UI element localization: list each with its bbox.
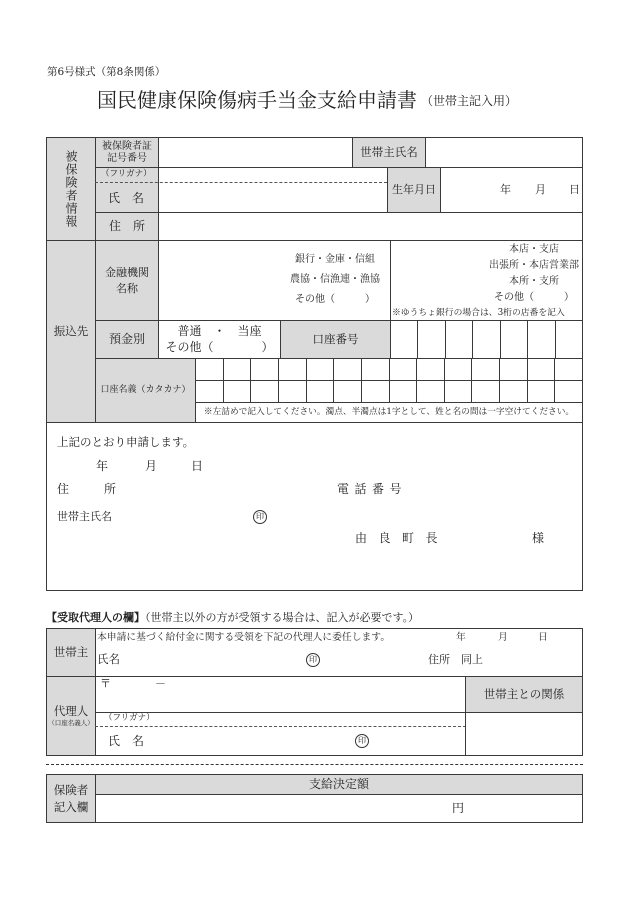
application-year-unit: 年 <box>96 459 109 473</box>
agent-furigana-divider <box>95 726 466 727</box>
form-number: 第6号様式（第8条関係） <box>47 66 166 78</box>
bank-type-option: その他（ ） <box>295 294 375 305</box>
account-holder-char-box <box>554 358 583 381</box>
account-holder-char-box <box>223 358 251 381</box>
furigana-divider <box>95 182 387 183</box>
account-holder-char-box <box>278 380 307 403</box>
application-statement: 上記のとおり申請します。 <box>57 435 195 449</box>
account-number-digit-box <box>500 320 528 359</box>
seal-icon: 印 <box>253 510 267 524</box>
agent-sublabel: （口座名義人） <box>48 719 94 727</box>
address-label: 住 所 <box>95 212 159 241</box>
honorific: 様 <box>532 531 545 545</box>
account-holder-char-box <box>250 358 279 381</box>
account-holder-char-box <box>333 380 362 403</box>
birthdate-field <box>440 167 583 213</box>
yucho-note: ※ゆうちょ銀行の場合は、3桁の店番を記入 <box>392 308 565 318</box>
insured-info-section-label <box>46 137 96 241</box>
birthdate-day-unit: 日 <box>569 183 580 196</box>
currency-unit: 円 <box>452 801 465 815</box>
account-holder-char-box <box>416 380 445 403</box>
account-number-digit-box <box>555 320 583 359</box>
application-householder-name-label: 世帯主氏名 <box>57 510 112 523</box>
application-address-label: 住 所 <box>57 482 128 496</box>
birthdate-label: 生年月日 <box>387 167 441 213</box>
account-holder-char-box <box>444 358 472 381</box>
agent-furigana-label: （フリガナ） <box>104 713 155 723</box>
account-holder-char-box <box>361 380 390 403</box>
delegation-name-label: 氏名 <box>97 652 120 666</box>
form-title: 国民健康保険傷病手当金支給申請書 <box>97 88 417 112</box>
card-number-field <box>158 137 353 168</box>
agent-section-note: （世帯主以外の方が受領する場合は、記入が必要です。） <box>145 611 420 624</box>
householder-name-label: 世帯主氏名 <box>352 137 426 168</box>
name-label: 氏 名 <box>108 191 145 205</box>
account-holder-char-box <box>527 380 555 403</box>
decision-amount-header: 支給決定額 <box>95 774 583 795</box>
account-holder-char-box <box>527 358 555 381</box>
agent-label: 代理人 <box>53 704 89 718</box>
card-number-label: 被保険者証 記号番号 <box>95 137 159 168</box>
application-day-unit: 日 <box>191 459 204 473</box>
account-holder-char-box <box>389 380 417 403</box>
decision-amount-field <box>95 794 583 823</box>
birthdate-month-unit: 月 <box>535 183 546 196</box>
account-holder-char-box <box>195 380 224 403</box>
agent-section-title: 【受取代理人の欄】 <box>46 611 145 624</box>
delegation-year-unit: 年 <box>456 632 466 643</box>
account-holder-label: 口座名義（カタカナ） <box>95 358 196 423</box>
seal-icon: 印 <box>306 653 320 667</box>
account-holder-char-box <box>333 358 362 381</box>
bank-type-option: 農協・信漁連・漁協 <box>290 274 380 285</box>
account-number-digit-box <box>527 320 556 359</box>
account-holder-char-box <box>306 358 334 381</box>
agent-section-heading <box>46 612 419 623</box>
birthdate-year-unit: 年 <box>500 183 511 196</box>
account-holder-char-box <box>223 380 251 403</box>
addressee: 由良町長 <box>355 531 450 545</box>
branch-type-options <box>486 242 582 306</box>
account-holder-note: ※左詰めで記入してください。濁点、半濁点は1字として、姓と名の間は一字空けてください。 <box>195 402 583 423</box>
application-phone-label: 電話番号 <box>337 482 408 496</box>
bank-type-options <box>283 250 387 310</box>
account-holder-char-box <box>389 358 417 381</box>
insurer-separator <box>46 764 583 765</box>
delegation-month-unit: 月 <box>498 632 508 643</box>
account-number-label: 口座番号 <box>280 320 391 359</box>
agent-name-label: 氏 名 <box>108 734 145 748</box>
name-field <box>158 167 388 213</box>
insured-info-section-label-text: 被保険者情報 <box>64 150 78 228</box>
form-title-suffix: （世帯主記入用） <box>421 94 518 108</box>
branch-type-option: その他（ ） <box>494 292 574 303</box>
account-holder-char-box <box>306 380 334 403</box>
account-holder-char-box <box>416 358 445 381</box>
account-number-digit-box <box>472 320 501 359</box>
application-month-unit: 月 <box>145 459 158 473</box>
furigana-label: （フリガナ） <box>101 169 152 179</box>
agent-label-cell <box>46 676 96 756</box>
delegation-statement: 本申請に基づく給付金に関する受領を下記の代理人に委任します。 <box>97 632 391 643</box>
bank-type-option: 銀行・金庫・信組 <box>295 254 375 265</box>
account-number-digit-box <box>445 320 473 359</box>
branch-type-option: 出張所・本店営業部 <box>489 260 579 271</box>
postal-mark: 〒 <box>100 677 111 690</box>
account-type-option: 普通 ・ 当座 <box>177 324 262 338</box>
branch-type-option: 本所・支所 <box>509 276 559 287</box>
delegation-address-label: 住所 <box>428 653 450 666</box>
householder-name-field <box>425 137 583 168</box>
account-number-digit-box <box>417 320 446 359</box>
account-type-label: 預金別 <box>95 320 159 359</box>
account-holder-char-box <box>444 380 472 403</box>
account-holder-char-box <box>499 358 528 381</box>
householder-label: 世帯主 <box>46 628 96 677</box>
address-field <box>158 212 583 241</box>
account-holder-char-box <box>195 358 224 381</box>
account-number-digit-box <box>390 320 418 359</box>
delegation-day-unit: 日 <box>538 632 548 643</box>
account-holder-char-box <box>499 380 528 403</box>
account-holder-char-box <box>471 380 500 403</box>
account-holder-char-box <box>250 380 279 403</box>
insurer-label: 保険者 記入欄 <box>46 774 96 823</box>
seal-icon: 印 <box>355 734 369 748</box>
account-type-option: その他（ ） <box>165 340 274 354</box>
bank-name-label: 金融機関 名称 <box>95 240 159 321</box>
relation-field <box>465 712 583 756</box>
account-holder-char-box <box>554 380 583 403</box>
postal-separator: － <box>155 677 166 690</box>
account-holder-char-box <box>361 358 390 381</box>
branch-type-option: 本店・支店 <box>509 244 559 255</box>
delegation-address-value: 同上 <box>461 653 483 666</box>
transfer-section-label: 振込先 <box>46 240 96 423</box>
relation-label: 世帯主との関係 <box>465 676 583 713</box>
account-holder-char-box <box>278 358 307 381</box>
account-type-options <box>158 323 281 355</box>
account-holder-char-box <box>471 358 500 381</box>
